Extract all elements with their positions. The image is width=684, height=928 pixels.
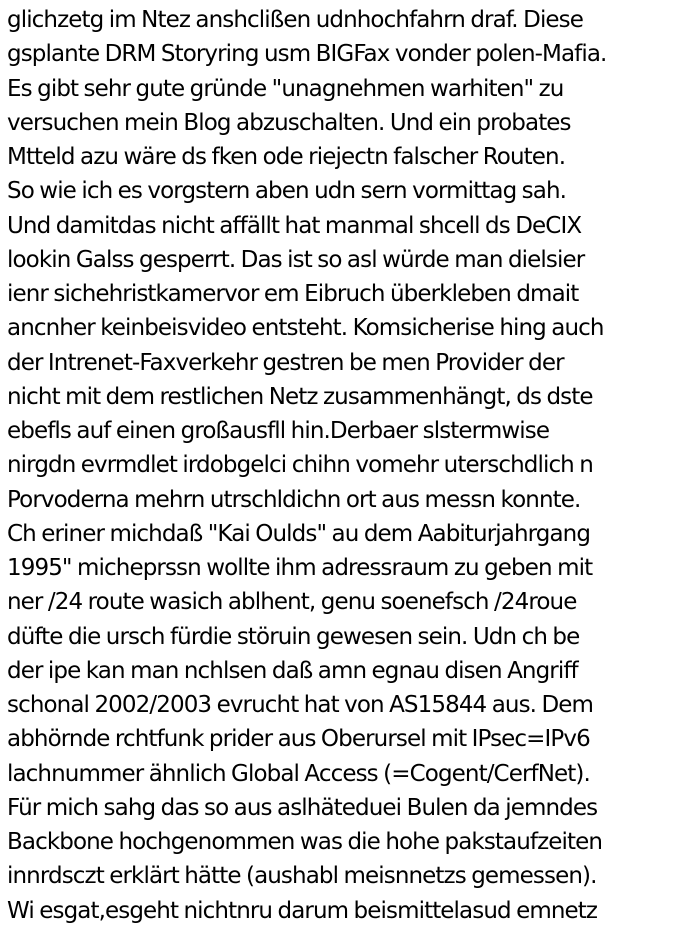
text-line: Backbone hochgenommen was die hohe pakstaufzeiten xyxy=(7,829,603,855)
text-line: Mtteld azu wäre ds fken ode riejectn falscher Routen. xyxy=(7,144,566,170)
text-line: nicht mit dem restlichen Netz zusammenhängt, ds dste xyxy=(7,383,593,410)
text-line: lookin Galss gesperrt. Das ist so asl würde man dielsier xyxy=(7,246,585,273)
text-line: Ch eriner michdaß "Kai Oulds" au dem Aabiturjahrgang xyxy=(7,520,591,547)
text-line: glichzetg im Ntez anshclißen udnhochfahrn draf. Diese xyxy=(7,7,584,33)
text-line: Porvoderna mehrn utrschldichn ort aus messn konnte. xyxy=(7,486,581,513)
text-line: versuchen mein Blog abzuschalten. Und ein probates xyxy=(7,109,571,136)
text-line: 1995" micheprssn wollte ihm adressraum zu geben mit xyxy=(7,555,593,581)
text-line: Wi esgat,esgeht nichtnru darum beismittelasud emnetz xyxy=(7,897,598,924)
text-line: düfte die ursch fürdie störuin gewesen sein. Udn ch be xyxy=(7,623,580,650)
document-text xyxy=(7,3,683,928)
text-line: gsplante DRM Storyring usm BIGFax vonder polen-Mafia. xyxy=(7,41,607,68)
text-line: ner /24 route wasich ablhent, genu soenefsch /24roue xyxy=(7,589,577,616)
text-line: ienr sichehristkamervor em Eibruch überkleben dmait xyxy=(7,281,579,307)
text-line: nirgdn evrmdlet irdobgelci chihn vomehr uterschdlich n xyxy=(7,452,593,479)
text-line: ebefls auf einen großausfll hin.Derbaer slstermwise xyxy=(7,418,550,444)
text-line: Für mich sahg das so aus aslhäteduei Bulen da jemndes xyxy=(7,794,598,821)
text-line: So wie ich es vorgstern aben udn sern vormittag sah. xyxy=(7,178,567,205)
text-line: schonal 2002/2003 evrucht hat von AS15844 aus. Dem xyxy=(7,692,594,718)
text-line: lachnummer ähnlich Global Access (=Cogent/CerfNet). xyxy=(7,760,590,787)
text-line: der Intrenet-Faxverkehr gestren be men Provider der xyxy=(7,349,564,376)
text-line: abhörnde rchtfunk prider aus Oberursel mit IPsec=IPv6 xyxy=(7,726,590,753)
text-line: ancnher keinbeisvideo entsteht. Komsicherise hing auch xyxy=(7,315,604,342)
text-line: Es gibt sehr gute gründe "unagnehmen warhiten" zu xyxy=(7,75,564,102)
text-line: innrdsczt erklärt hätte (aushabl meisnnetzs gemessen). xyxy=(7,863,597,890)
text-line: der ipe kan man nchlsen daß amn egnau disen Angriff xyxy=(7,657,578,684)
text-line: Und damitdas nicht affällt hat manmal shcell ds DeCIX xyxy=(7,212,582,239)
